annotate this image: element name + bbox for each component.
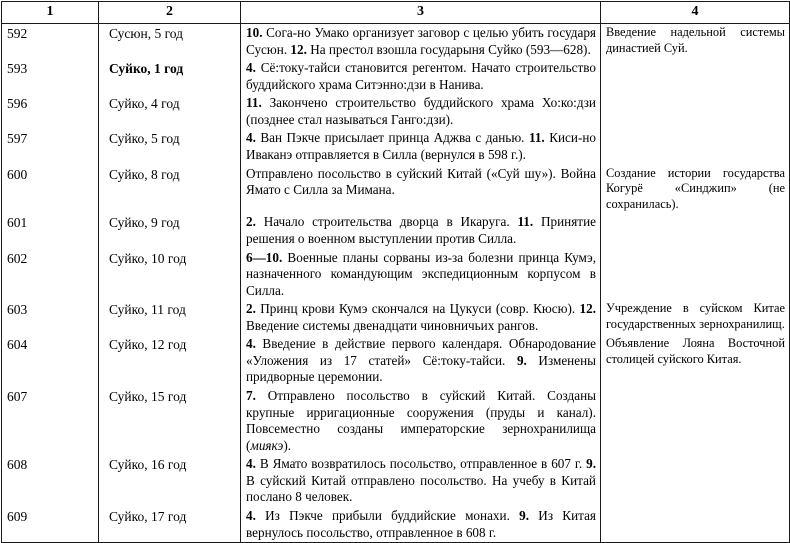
events-mainland-text: Создание истории государства Когурё «Синджип» (не сохранилась). [606, 165, 785, 211]
era-year-value: Суйко, 11 год [109, 302, 186, 318]
table-body [2, 24, 790, 543]
cell-era-year [99, 24, 241, 60]
western-year-value: 593 [7, 61, 28, 77]
era-year-value: Суйко, 1 год [109, 61, 184, 77]
cell-events-japan [241, 335, 601, 387]
cell-events-mainland [601, 213, 790, 248]
cell-western-year [2, 300, 99, 335]
cell-western-year [2, 24, 99, 60]
cell-western-year [2, 165, 99, 214]
events-mainland-text [601, 129, 789, 131]
table-row [2, 213, 790, 248]
events-japan-text: 11. Закончено строительство буддийского храма Хо:ко:дзи (позднее стал называться Ганго:дзи). [246, 95, 596, 127]
events-mainland-text [601, 213, 789, 215]
cell-western-year [2, 335, 99, 387]
table-row [2, 24, 790, 60]
cell-events-japan [241, 24, 601, 60]
events-japan-text: 4. Введение в действие первого календаря. Обнародование «Уложения из 17 статей» Сё:току-тайси. 9. Изменены придворные церемонии. [246, 336, 597, 385]
cell-events-mainland [601, 249, 790, 301]
cell-western-year [2, 387, 99, 455]
table-row [2, 387, 790, 455]
events-japan-text: 4. Ван Пэкче присылает принца Аджва с данью. 11. Киси-но Иваканэ отправляется в Силла (вернулся в 598 г.). [246, 130, 596, 162]
cell-events-japan [241, 249, 601, 301]
western-year-value: 601 [7, 215, 28, 231]
cell-western-year [2, 213, 99, 248]
western-year-value: 608 [7, 457, 28, 473]
cell-era-year [99, 94, 241, 129]
era-year-value: Суйко, 5 год [109, 131, 180, 147]
events-japan-text: 2. Принц крови Кумэ скончался на Цукуси (совр. Кюсю). 12. Введение системы двенадцати чиновничьих рангов. [246, 301, 596, 333]
events-japan-text: 4. Из Пэкче прибыли буддийские монахи. 9. Из Китая вернулось посольство, отправленное в 608 г. [246, 507, 596, 540]
era-year-value: Суйко, 15 год [109, 389, 187, 404]
events-japan-text: 6—10. Военные планы сорваны из-за болезни принца Кумэ, назначенного командующим экспедиционным корпусом в Силла. [246, 249, 596, 298]
era-year-value: Сусюн, 5 год [109, 26, 184, 41]
events-japan-text: 2. Начало строительства дворца в Икаруга. 11. Принятие решения о военном выступлении против Силла. [246, 214, 596, 246]
column-header-1: 1 [2, 2, 99, 24]
cell-events-mainland [601, 94, 790, 129]
table-row [2, 129, 790, 164]
cell-events-mainland [601, 507, 790, 543]
western-year-value: 604 [7, 337, 28, 353]
cell-western-year [2, 59, 99, 94]
events-mainland-text [601, 59, 789, 61]
events-japan-text: 7. Отправлено посольство в суйский Китай. Созданы крупные ирригационные сооружения (пруды и канал). Повсеместно созданы императорские зернохранилища (миякэ). [246, 388, 596, 453]
cell-era-year [99, 59, 241, 94]
cell-events-japan [241, 507, 601, 543]
cell-events-japan [241, 59, 601, 94]
cell-era-year [99, 129, 241, 164]
events-japan-text: 4. В Ямато возвратилось посольство, отправленное в 607 г. 9. В суйский Китай отправлено посольство. На учебу в Китай послано 8 человек. [246, 456, 596, 505]
events-mainland-text [601, 94, 789, 96]
header-row [2, 2, 790, 24]
table-row [2, 335, 790, 387]
events-mainland-text [601, 455, 789, 457]
table-row [2, 455, 790, 507]
era-year-value: Суйко, 17 год [109, 508, 187, 524]
cell-era-year [99, 387, 241, 455]
cell-events-japan [241, 455, 601, 507]
cell-events-mainland [601, 165, 790, 214]
cell-events-japan [241, 213, 601, 248]
events-mainland-text: Объявление Лояна Восточной столицей суйского Китая. [606, 336, 785, 366]
cell-era-year [99, 455, 241, 507]
events-mainland-text: Введение надельной системы династией Суй. [606, 25, 785, 55]
events-mainland-text: Учреждение в суйском Китае государственных зернохранилищ. [606, 301, 785, 331]
cell-era-year [99, 300, 241, 335]
chronological-table-page [0, 1, 790, 540]
era-year-value: Суйко, 8 год [109, 166, 180, 182]
era-year-value: Суйко, 4 год [109, 96, 180, 112]
era-year-value: Суйко, 12 год [109, 337, 187, 353]
cell-western-year [2, 507, 99, 543]
cell-events-japan [241, 387, 601, 455]
cell-events-japan [241, 300, 601, 335]
cell-era-year [99, 249, 241, 301]
column-header-3: 3 [241, 2, 601, 24]
western-year-value: 602 [7, 250, 28, 266]
events-japan-text: 4. Сё:току-тайси становится регентом. Начато строительство буддийского храма Ситэнно:дзи в Нанива. [246, 60, 596, 92]
cell-events-mainland [601, 129, 790, 164]
cell-events-mainland [601, 24, 790, 60]
cell-era-year [99, 165, 241, 214]
table-row [2, 165, 790, 214]
events-mainland-text [601, 249, 789, 251]
cell-events-japan [241, 165, 601, 214]
cell-events-mainland [601, 300, 790, 335]
events-japan-text: 10. Сога-но Умако организует заговор с целью убить государя Сусюн. 12. На престол взошла государыня Суйко (593—628). [246, 25, 596, 57]
events-mainland-text [601, 387, 789, 389]
cell-events-mainland [601, 455, 790, 507]
western-year-value: 592 [7, 26, 28, 41]
cell-events-mainland [601, 59, 790, 94]
cell-events-japan [241, 129, 601, 164]
era-year-value: Суйко, 10 год [109, 250, 187, 266]
table-row [2, 249, 790, 301]
western-year-value: 609 [7, 508, 28, 524]
western-year-value: 600 [7, 166, 28, 182]
table-row [2, 507, 790, 543]
cell-western-year [2, 249, 99, 301]
table-row [2, 300, 790, 335]
chronology-table [1, 1, 790, 543]
cell-events-mainland [601, 335, 790, 387]
table-row [2, 59, 790, 94]
western-year-value: 596 [7, 96, 28, 112]
western-year-value: 597 [7, 131, 28, 147]
era-year-value: Суйко, 9 год [109, 215, 180, 231]
cell-western-year [2, 455, 99, 507]
events-mainland-text [601, 507, 789, 509]
cell-events-japan [241, 94, 601, 129]
cell-western-year [2, 94, 99, 129]
era-year-value: Суйко, 16 год [109, 457, 187, 473]
cell-era-year [99, 213, 241, 248]
column-header-2: 2 [99, 2, 241, 24]
cell-western-year [2, 129, 99, 164]
cell-events-mainland [601, 387, 790, 455]
events-japan-text: Отправлено посольство в суйский Китай («Суй шу»). Война Ямато с Силла за Мимана. [246, 165, 596, 198]
table-row [2, 94, 790, 129]
column-header-4: 4 [601, 2, 790, 24]
table-header [2, 2, 790, 24]
western-year-value: 607 [7, 389, 28, 404]
western-year-value: 603 [7, 302, 28, 318]
cell-era-year [99, 507, 241, 543]
cell-era-year [99, 335, 241, 387]
